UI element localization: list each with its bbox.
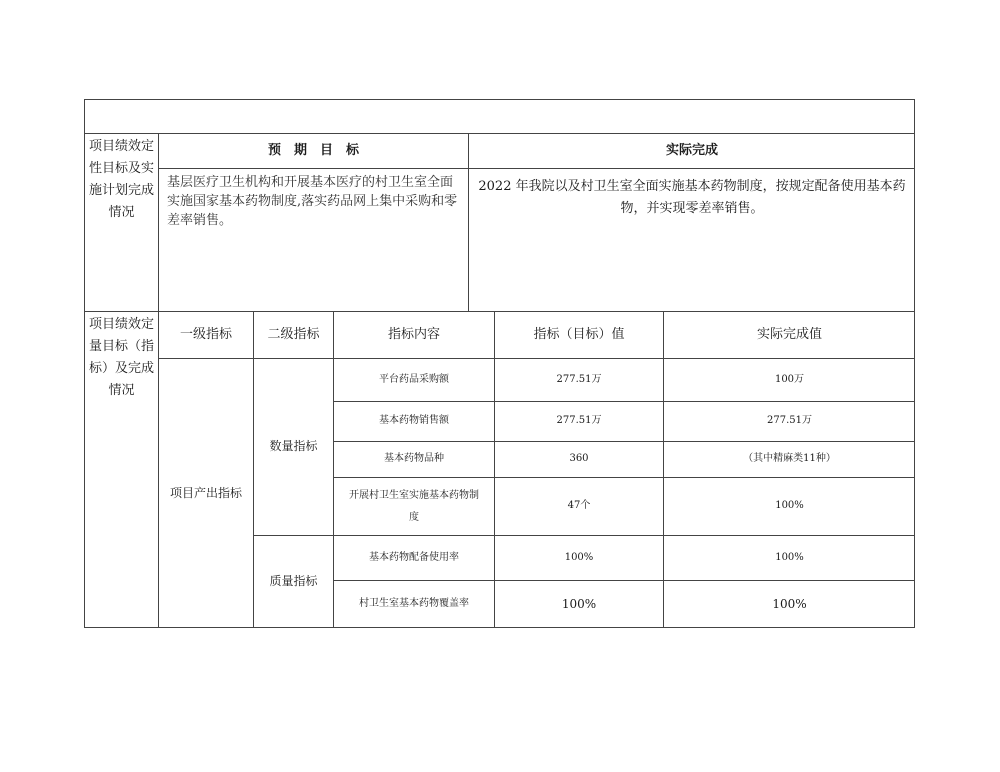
- indicator-target: 100%: [564, 551, 594, 563]
- level1-output-indicator: 项目产出指标: [169, 485, 242, 500]
- indicator-content: 基本药物配备使用率: [369, 551, 459, 563]
- indicator-actual: 277.51万: [767, 415, 812, 427]
- header-level2: 二级指标: [267, 326, 320, 342]
- indicator-content: 开展村卫生室实施基本药物制度: [349, 489, 479, 523]
- indicator-actual: （其中精麻类11种）: [743, 453, 836, 465]
- indicator-target: 100%: [561, 596, 597, 611]
- level2-quantity-indicator: 数量指标: [269, 439, 318, 454]
- expected-goal-header: 预 期 目 标: [267, 142, 359, 158]
- indicator-target: 47个: [567, 500, 591, 512]
- quantitative-row-label: 项目绩效定量目标（指标）及完成情况: [89, 317, 155, 398]
- indicator-content: 基本药物品种: [384, 453, 444, 465]
- indicator-content: 基本药物销售额: [379, 415, 449, 427]
- indicator-target: 277.51万: [556, 415, 602, 427]
- indicator-actual: 100%: [775, 551, 804, 563]
- indicator-target: 277.51万: [556, 373, 602, 385]
- actual-completion-text: 2022 年我院以及村卫生室全面实施基本药物制度，按规定配备使用基本药物，并实现零差率销售。: [478, 179, 906, 216]
- indicator-actual: 100%: [772, 596, 807, 611]
- indicator-target: 360: [569, 453, 589, 465]
- header-content: 指标内容: [387, 326, 440, 342]
- indicator-content: 村卫生室基本药物覆盖率: [359, 598, 469, 610]
- indicator-content: 平台药品采购额: [379, 373, 449, 385]
- indicator-actual: 100万: [774, 373, 805, 385]
- actual-completion-header: 实际完成: [665, 142, 718, 158]
- expected-goal-text: 基层医疗卫生机构和开展基本医疗的村卫生室全面实施国家基本药物制度,落实药品网上集中采购和零差率销售。: [167, 175, 458, 228]
- header-level1: 一级指标: [179, 326, 232, 342]
- header-actual: 实际完成值: [756, 326, 822, 342]
- indicator-actual: 100%: [775, 500, 804, 512]
- qualitative-row-label: 项目绩效定性目标及实施计划完成情况: [89, 139, 155, 220]
- level2-quality-indicator: 质量指标: [269, 574, 318, 589]
- header-target: 指标（目标）值: [533, 326, 625, 342]
